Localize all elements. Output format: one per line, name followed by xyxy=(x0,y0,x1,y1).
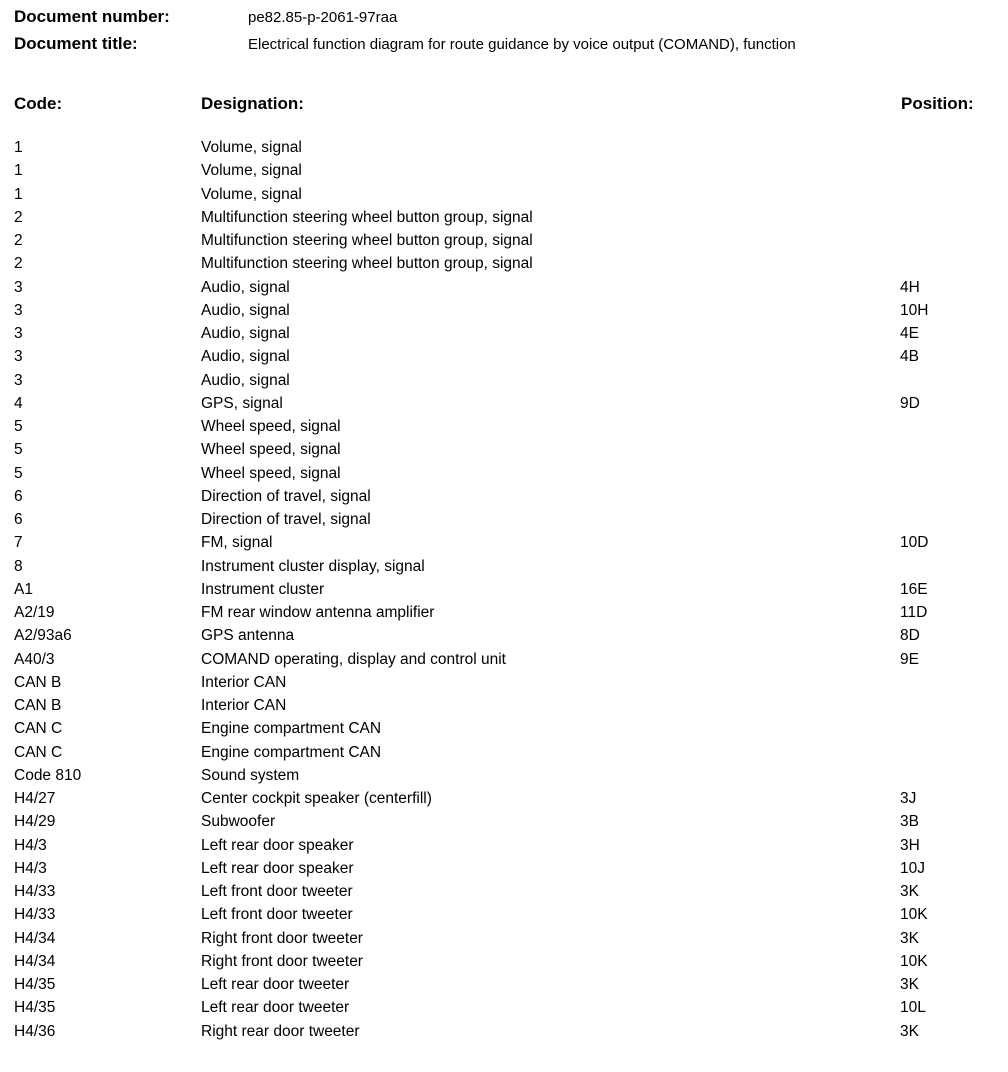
designation-cell: Audio, signal xyxy=(201,325,290,342)
position-cell: 4E xyxy=(900,325,919,342)
designation-cell: Engine compartment CAN xyxy=(201,743,382,761)
code-cell: 3 xyxy=(14,371,23,389)
code-cell: 1 xyxy=(14,162,23,180)
designation-cell: FM, signal xyxy=(201,534,273,552)
code-cell: 3 xyxy=(14,325,23,342)
code-cell: Code 810 xyxy=(14,766,82,784)
component-table xyxy=(14,136,999,1043)
designation-cell: Center cockpit speaker (centerfill) xyxy=(201,790,432,807)
code-cell: H4/35 xyxy=(14,999,56,1017)
document-title-value: Electrical function diagram for route guidance by voice output (COMAND), function xyxy=(248,36,796,53)
designation-cell: Audio, signal xyxy=(201,301,290,319)
table-row xyxy=(14,880,999,903)
designation-cell: Subwoofer xyxy=(201,813,276,831)
table-row xyxy=(14,578,999,601)
column-header-position: Position: xyxy=(901,94,974,113)
table-row xyxy=(14,485,999,508)
code-cell: CAN C xyxy=(14,720,63,738)
designation-cell: Interior CAN xyxy=(201,697,287,714)
position-cell: 11D xyxy=(900,604,928,621)
document-title-row xyxy=(14,33,994,60)
designation-cell: Left rear door speaker xyxy=(201,836,354,854)
code-cell: H4/27 xyxy=(14,790,56,807)
position-cell: 3H xyxy=(900,836,920,854)
position-cell: 10D xyxy=(900,534,929,552)
designation-cell: FM rear window antenna amplifier xyxy=(201,604,435,621)
code-cell: 1 xyxy=(14,185,23,203)
designation-cell: Left rear door tweeter xyxy=(201,999,350,1017)
code-cell: A2/19 xyxy=(14,604,55,621)
table-row xyxy=(14,764,999,787)
designation-cell: Wheel speed, signal xyxy=(201,441,341,459)
designation-cell: Right front door tweeter xyxy=(201,929,363,947)
code-cell: 5 xyxy=(14,441,23,459)
code-cell: 3 xyxy=(14,278,23,296)
position-cell: 3K xyxy=(900,976,919,993)
designation-cell: Right rear door tweeter xyxy=(201,1022,360,1040)
table-row xyxy=(14,508,999,531)
table-row xyxy=(14,252,999,275)
position-cell: 8D xyxy=(900,627,920,645)
position-cell: 9D xyxy=(900,394,920,412)
designation-cell: Right front door tweeter xyxy=(201,952,363,970)
table-row xyxy=(14,183,999,206)
table-row xyxy=(14,369,999,392)
code-cell: 6 xyxy=(14,487,23,505)
code-cell: H4/3 xyxy=(14,859,47,877)
table-row xyxy=(14,741,999,764)
code-cell: A40/3 xyxy=(14,650,55,668)
designation-cell: Instrument cluster display, signal xyxy=(201,557,425,575)
code-cell: H4/33 xyxy=(14,906,56,924)
table-row xyxy=(14,415,999,438)
position-cell: 4H xyxy=(900,278,920,296)
code-cell: H4/29 xyxy=(14,813,56,831)
designation-cell: Audio, signal xyxy=(201,371,290,389)
table-row xyxy=(14,276,999,299)
table-row xyxy=(14,903,999,926)
table-row xyxy=(14,206,999,229)
code-cell: 5 xyxy=(14,418,23,435)
designation-cell: Sound system xyxy=(201,766,300,784)
table-row xyxy=(14,555,999,578)
designation-cell: Wheel speed, signal xyxy=(201,418,341,435)
position-cell: 4B xyxy=(900,348,919,366)
designation-cell: Left rear door tweeter xyxy=(201,976,350,993)
document-title-label: Document title: xyxy=(14,34,138,53)
designation-cell: Instrument cluster xyxy=(201,580,325,598)
position-cell: 3K xyxy=(900,929,919,947)
designation-cell: Volume, signal xyxy=(201,139,302,156)
code-cell: 1 xyxy=(14,139,23,156)
designation-cell: Volume, signal xyxy=(201,162,302,180)
designation-cell: Multifunction steering wheel button group, signal xyxy=(201,208,533,226)
table-row xyxy=(14,810,999,833)
code-cell: H4/34 xyxy=(14,929,56,947)
table-row xyxy=(14,462,999,485)
document-number-label: Document number: xyxy=(14,7,170,26)
code-cell: 6 xyxy=(14,511,23,528)
code-cell: 2 xyxy=(14,232,23,249)
code-cell: H4/33 xyxy=(14,883,56,900)
table-row xyxy=(14,322,999,345)
designation-cell: GPS, signal xyxy=(201,394,283,412)
code-cell: 2 xyxy=(14,208,23,226)
position-cell: 10J xyxy=(900,859,925,877)
designation-cell: Left front door tweeter xyxy=(201,906,353,924)
designation-cell: Audio, signal xyxy=(201,348,290,366)
position-cell: 16E xyxy=(900,580,928,598)
table-row xyxy=(14,834,999,857)
table-row xyxy=(14,717,999,740)
designation-cell: Direction of travel, signal xyxy=(201,511,371,528)
table-row xyxy=(14,694,999,717)
code-cell: 4 xyxy=(14,394,23,412)
code-cell: H4/36 xyxy=(14,1022,56,1040)
table-row xyxy=(14,438,999,461)
position-cell: 10L xyxy=(900,999,926,1017)
column-header-code: Code: xyxy=(14,94,63,113)
designation-cell: Wheel speed, signal xyxy=(201,464,341,482)
table-row xyxy=(14,392,999,415)
designation-cell: Volume, signal xyxy=(201,185,302,203)
designation-cell: COMAND operating, display and control unit xyxy=(201,650,506,668)
table-row xyxy=(14,624,999,647)
table-row xyxy=(14,648,999,671)
table-row xyxy=(14,531,999,554)
code-cell: 3 xyxy=(14,348,23,366)
position-cell: 10K xyxy=(900,952,928,970)
code-cell: A2/93a6 xyxy=(14,627,72,645)
designation-cell: Multifunction steering wheel button group, signal xyxy=(201,255,533,273)
designation-cell: Engine compartment CAN xyxy=(201,720,382,738)
table-row xyxy=(14,299,999,322)
position-cell: 10K xyxy=(900,906,928,924)
code-cell: H4/35 xyxy=(14,976,56,993)
table-row xyxy=(14,857,999,880)
table-row xyxy=(14,927,999,950)
designation-cell: Multifunction steering wheel button group, signal xyxy=(201,232,533,249)
position-cell: 3J xyxy=(900,790,917,807)
table-row xyxy=(14,996,999,1019)
position-cell: 3K xyxy=(900,883,919,900)
designation-cell: Left front door tweeter xyxy=(201,883,353,900)
table-row xyxy=(14,601,999,624)
code-cell: 5 xyxy=(14,464,23,482)
document-header xyxy=(14,6,994,60)
table-row xyxy=(14,159,999,182)
table-row xyxy=(14,787,999,810)
table-row xyxy=(14,950,999,973)
table-row xyxy=(14,345,999,368)
code-cell: CAN B xyxy=(14,673,62,691)
document-number-value: pe82.85-p-2061-97raa xyxy=(248,9,398,26)
code-cell: 3 xyxy=(14,301,23,319)
document-number-row xyxy=(14,6,994,33)
code-cell: A1 xyxy=(14,580,33,598)
code-cell: H4/3 xyxy=(14,836,47,854)
table-row xyxy=(14,671,999,694)
code-cell: H4/34 xyxy=(14,952,56,970)
code-cell: CAN C xyxy=(14,743,63,761)
code-cell: 2 xyxy=(14,255,23,273)
table-row xyxy=(14,1020,999,1043)
table-row xyxy=(14,973,999,996)
column-header-designation: Designation: xyxy=(201,94,304,113)
code-cell: CAN B xyxy=(14,697,62,714)
designation-cell: Left rear door speaker xyxy=(201,859,354,877)
table-row xyxy=(14,229,999,252)
table-header xyxy=(14,92,999,118)
position-cell: 9E xyxy=(900,650,919,668)
code-cell: 7 xyxy=(14,534,23,552)
designation-cell: GPS antenna xyxy=(201,627,295,645)
table-row xyxy=(14,136,999,159)
designation-cell: Interior CAN xyxy=(201,673,287,691)
designation-cell: Direction of travel, signal xyxy=(201,487,371,505)
position-cell: 3K xyxy=(900,1022,919,1040)
position-cell: 3B xyxy=(900,813,919,831)
code-cell: 8 xyxy=(14,557,23,575)
position-cell: 10H xyxy=(900,301,929,319)
designation-cell: Audio, signal xyxy=(201,278,290,296)
